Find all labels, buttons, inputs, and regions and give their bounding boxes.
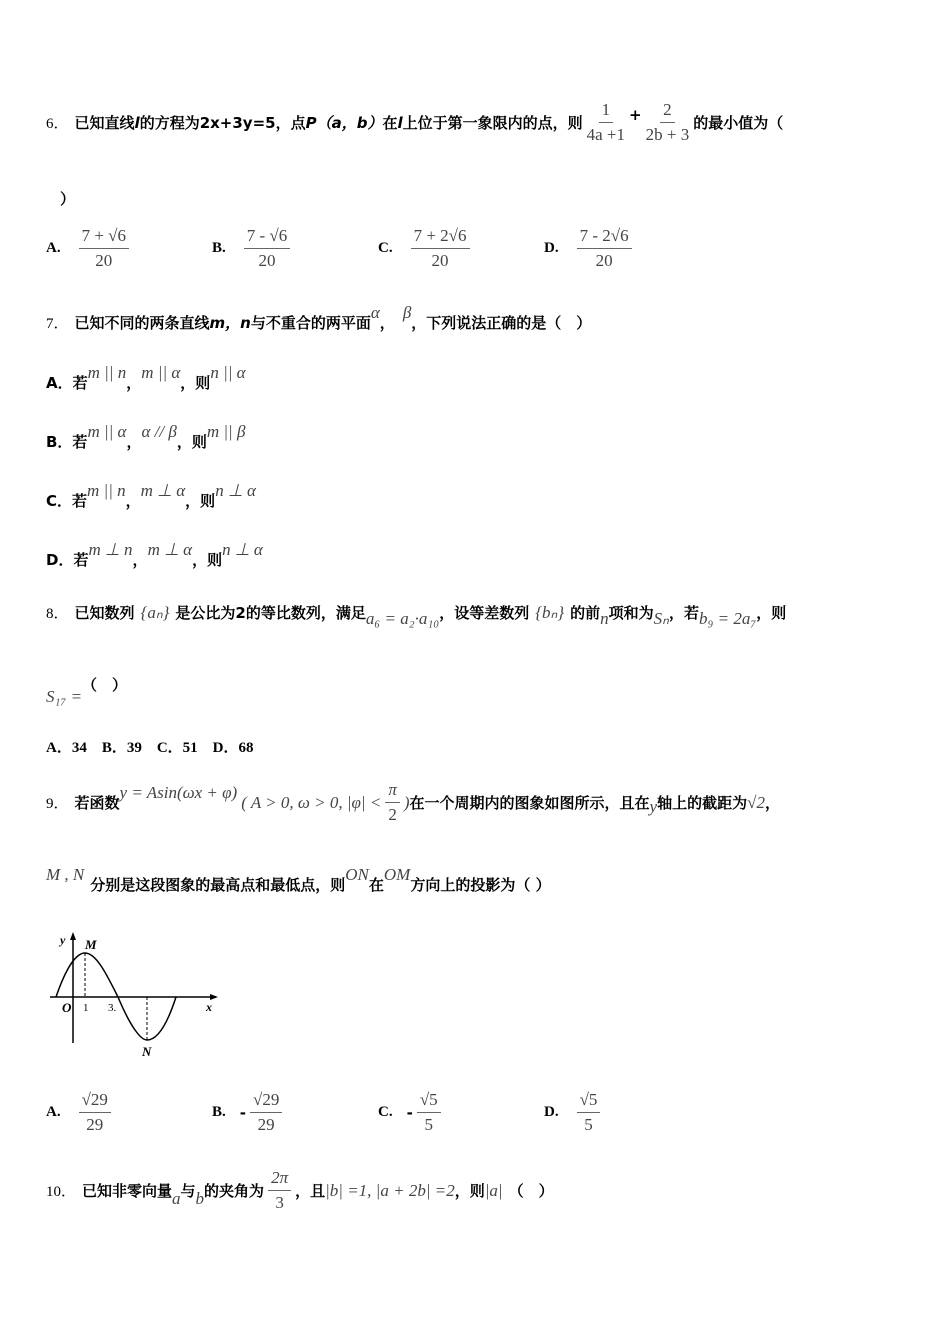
y: y [649, 796, 658, 816]
paren: ） [60, 190, 76, 208]
q8-number: 8． [46, 606, 69, 622]
den: 3 [275, 1193, 284, 1212]
text: ，且 [295, 1182, 326, 1200]
pi: π [385, 780, 400, 803]
text: ，则 [454, 1182, 485, 1200]
function: y = Asin(ωx + φ) [119, 782, 238, 802]
tick-3: 3. [108, 1002, 117, 1014]
result: n ⊥ α [222, 539, 263, 559]
den: 20 [431, 251, 449, 270]
num: 7 - √6 [244, 226, 291, 249]
seq-a: {aₙ} [140, 602, 170, 622]
two: 2 [388, 805, 397, 824]
vec-a: a [172, 1188, 181, 1208]
q6-fraction-1 [587, 100, 625, 145]
den: 29 [86, 1115, 104, 1134]
paren: （ ） [82, 676, 128, 694]
sqrt2: √2 [747, 792, 765, 812]
text: ，若 [668, 604, 699, 622]
om: OM [383, 864, 411, 884]
label: D．若 [46, 551, 89, 569]
vec-b: b [195, 1188, 205, 1208]
s17: S₁₇ = [46, 686, 83, 706]
den: 5 [424, 1115, 433, 1134]
label: C. [378, 240, 393, 256]
num: √29 [250, 1090, 282, 1113]
q6-l: l [134, 113, 140, 132]
label: A. [46, 240, 61, 256]
question-7 [46, 302, 592, 333]
q6-option-a[interactable] [46, 226, 212, 271]
cond: m ⊥ n [88, 539, 133, 559]
q9-options [46, 1090, 604, 1135]
q6-p: P（a，b） [305, 114, 383, 132]
q7-option-d[interactable]: D．若 m ⊥ n ， m ⊥ α ，则 n ⊥ α [46, 539, 263, 569]
cond: m ⊥ α [140, 480, 186, 500]
origin-label: O [62, 1000, 72, 1015]
cond: m || n [87, 362, 127, 382]
beta: β [402, 302, 412, 322]
result: m || β [206, 421, 246, 441]
num: 7 + 2√6 [411, 226, 470, 249]
text: 的夹角为 [204, 1182, 265, 1200]
question-6 [46, 100, 783, 145]
cond: m || α [141, 362, 181, 382]
paren: （ ） [508, 1182, 554, 1200]
den: 20 [595, 251, 613, 270]
answers: A．34 B．39 C．51 D．68 [46, 740, 254, 756]
den: 5 [584, 1115, 593, 1134]
q9-option-d[interactable] [544, 1090, 604, 1135]
q9-line2 [46, 864, 551, 895]
q6-option-c[interactable] [378, 226, 544, 271]
abs-a: |a| [484, 1180, 503, 1200]
question-9 [46, 780, 780, 825]
eq: a₆ = a₂·a₁₀ [365, 608, 440, 628]
q6-fraction-2 [646, 100, 690, 145]
q6-text: 已知直线 [74, 114, 135, 132]
q6-option-d[interactable] [544, 226, 636, 271]
cond: α // β [141, 421, 177, 441]
seq-b: {bₙ} [535, 602, 565, 622]
label: D. [544, 1104, 559, 1120]
q7-mn: m，n [209, 314, 251, 332]
den: 20 [95, 251, 113, 270]
text: 是公比为2的等比数列，满足 [175, 604, 366, 622]
q6-text4: 上位于第一象限内的点，则 [402, 114, 583, 132]
text: ， [764, 794, 780, 812]
eq: b₉ = 2a₇ [698, 608, 757, 628]
num: 7 - 2√6 [577, 226, 632, 249]
sn: Sₙ [653, 608, 669, 628]
sine-graph [46, 928, 226, 1068]
q7-option-c[interactable]: C．若 m || n ， m ⊥ α ，则 n ⊥ α [46, 480, 256, 510]
num: 7 + √6 [79, 226, 129, 249]
tick-1: 1 [83, 1002, 89, 1014]
text: 若函数 [74, 794, 120, 812]
sign: - [239, 1103, 246, 1122]
label: A. [46, 1104, 61, 1120]
q6-close [60, 188, 75, 209]
label: C. [378, 1104, 393, 1120]
den: 29 [257, 1115, 275, 1134]
text: ，设等差数列 [439, 604, 530, 622]
q6-number: 6． [46, 116, 69, 132]
y-arrow [70, 932, 76, 940]
num: √5 [417, 1090, 441, 1113]
text: 方向上的投影为（ ） [410, 876, 551, 894]
cond: m || n [87, 480, 126, 500]
q6-options [46, 226, 636, 271]
text: 分别是这段图象的最高点和最低点，则 [90, 876, 346, 894]
label: B. [212, 240, 226, 256]
n-label: N [142, 1044, 152, 1059]
q9-number: 9． [46, 796, 69, 812]
den: 20 [258, 251, 276, 270]
x-label: x [206, 1000, 212, 1014]
mn: M , N [46, 864, 85, 884]
m-label: M [85, 937, 97, 952]
q6-l2: l [397, 113, 403, 132]
q7-option-b[interactable]: B．若 m || α ， α // β ，则 m || β [46, 421, 246, 451]
q7-option-a[interactable]: A．若 m || n ， m || α ，则 n || α [46, 362, 246, 392]
on: ON [345, 864, 369, 884]
n: n [600, 608, 609, 628]
q6-text3: 在 [382, 114, 398, 132]
y-label: y [60, 933, 66, 947]
text: 在 [368, 876, 384, 894]
alpha: α [370, 302, 380, 322]
text: 轴上的截距为 [657, 794, 748, 812]
q9-option-b[interactable] [212, 1090, 378, 1135]
label: D. [544, 240, 559, 256]
comma: ， [379, 314, 395, 332]
label: C．若 [46, 492, 88, 510]
label: A．若 [46, 374, 88, 392]
q7-number: 7． [46, 316, 69, 332]
question-8 [46, 602, 787, 628]
num: 1 [599, 100, 614, 123]
num: 2π [268, 1168, 291, 1191]
q7-text: 已知不同的两条直线 [74, 314, 210, 332]
q10-number: 10． [46, 1184, 77, 1200]
question-10 [46, 1168, 554, 1213]
result: n ⊥ α [215, 480, 256, 500]
den: 4a +1 [586, 125, 626, 144]
text: 已知数列 [74, 604, 135, 622]
result: n || α [210, 362, 246, 382]
text: 项和为 [608, 604, 654, 622]
den: 2b + 3 [645, 125, 690, 144]
then: ，则 [192, 551, 223, 569]
q8-s17 [46, 676, 128, 706]
then: ，则 [180, 374, 211, 392]
then: ，则 [185, 492, 216, 510]
text: 在一个周期内的图象如图所示，且在 [409, 794, 650, 812]
num: 2 [660, 100, 675, 123]
q8-answers[interactable] [46, 736, 254, 757]
label: B. [212, 1104, 226, 1120]
q7-text3: ，下列说法正确的是（ ） [411, 314, 592, 332]
text: 的前 [570, 604, 601, 622]
q6-option-b[interactable] [212, 226, 378, 271]
q9-option-a[interactable] [46, 1090, 212, 1135]
cond: m ⊥ α [147, 539, 193, 559]
q6-text5: 的最小值为（ [693, 114, 784, 132]
sign: - [406, 1103, 413, 1122]
cond: m || α [87, 421, 127, 441]
condition: ( A > 0, ω > 0, |φ| < [241, 792, 382, 812]
num: √5 [577, 1090, 601, 1113]
q6-text2: 的方程为2x+3y=5，点 [139, 114, 306, 132]
equation: |b| =1, |a + 2b| =2 [325, 1180, 455, 1200]
plus: + [629, 105, 642, 124]
text: 已知非零向量 [82, 1182, 173, 1200]
text: 与 [180, 1182, 196, 1200]
num: √29 [79, 1090, 111, 1113]
q7-text2: 与不重合的两平面 [250, 314, 371, 332]
label: B．若 [46, 433, 88, 451]
q9-option-c[interactable] [378, 1090, 544, 1135]
paren: ) [403, 792, 410, 812]
then: ，则 [176, 433, 207, 451]
text: ，则 [756, 604, 787, 622]
